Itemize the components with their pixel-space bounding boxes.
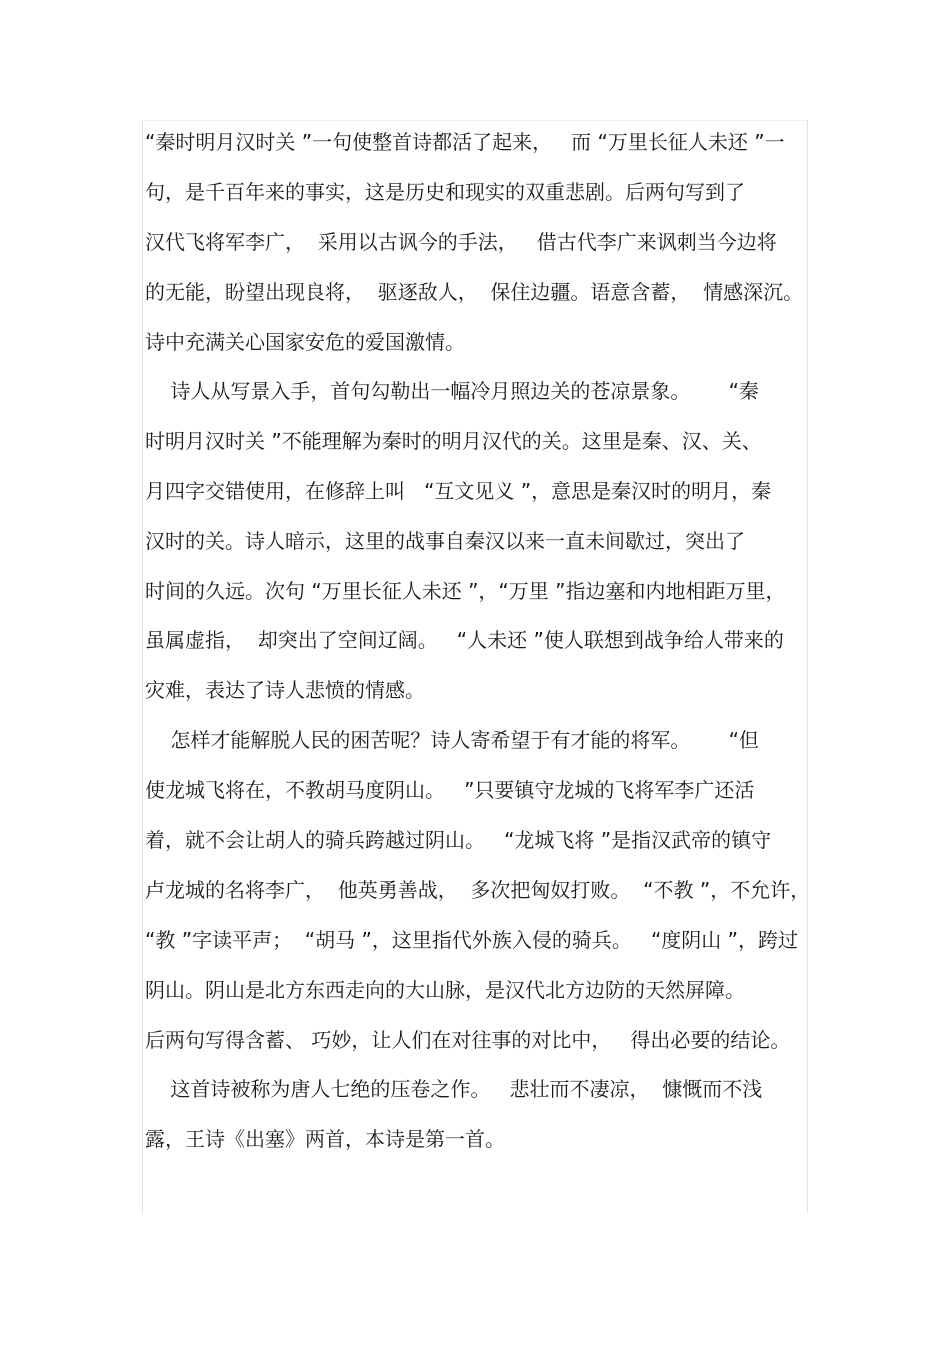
text-line: 月四字交错使用，在修辞上叫 “互文见义 ”，意思是秦汉时的明月，秦 <box>145 479 772 503</box>
text-line: 后两句写得含蓄、 巧妙，让人们在对往事的对比中， 得出必要的结论。 <box>145 1028 791 1052</box>
text-line: “秦时明月汉时关 ”一句使整首诗都活了起来， 而 “万里长征人未还 ”一 <box>145 130 785 154</box>
text-line: 灾难，表达了诗人悲愤的情感。 <box>145 678 425 702</box>
text-line: “教 ”字读平声； “胡马 ”，这里指代外族入侵的骑兵。 “度阴山 ”，跨过 <box>145 928 799 952</box>
text-line: 时间的久远。次句 “万里长征人未还 ”，“万里 ”指边塞和内地相距万里， <box>145 579 786 603</box>
text-line: 汉代飞将军李广， 采用以古讽今的手法， 借古代李广来讽刺当今边将 <box>145 230 777 254</box>
text-line: 这首诗被称为唐人七绝的压卷之作。 悲壮而不凄凉， 慷慨而不浅 <box>145 1077 763 1101</box>
text-line: 的无能，盼望出现良将， 驱逐敌人， 保住边疆。语意含蓄， 情感深沉。 <box>145 280 804 304</box>
text-line: 露，王诗《出塞》两首，本诗是第一首。 <box>145 1127 505 1151</box>
text-line: 汉时的关。诗人暗示，这里的战事自秦汉以来一直未间歇过，突出了 <box>145 529 745 553</box>
text-line: 阴山。阴山是北方东西走向的大山脉，是汉代北方边防的天然屏障。 <box>145 978 745 1002</box>
text-line: 卢龙城的名将李广， 他英勇善战， 多次把匈奴打败。 “不教 ”，不允许， <box>145 878 811 902</box>
text-line: 虽属虚指， 却突出了空间辽阔。 “人未还 ”使人联想到战争给人带来的 <box>145 628 784 652</box>
text-line: 句，是千百年来的事实，这是历史和现实的双重悲剧。后两句写到了 <box>145 180 745 204</box>
text-line: 使龙城飞将在，不教胡马度阴山。 ”只要镇守龙城的飞将军李广还活 <box>145 778 755 802</box>
text-line: 诗人从写景入手，首句勾勒出一幅冷月照边关的苍凉景象。 “秦 <box>145 379 759 403</box>
text-line: 怎样才能解脱人民的困苦呢？诗人寄希望于有才能的将军。 “但 <box>145 728 759 752</box>
text-line: 诗中充满关心国家安危的爱国激情。 <box>145 330 465 354</box>
text-line: 着，就不会让胡人的骑兵跨越过阴山。 “龙城飞将 ”是指汉武帝的镇守 <box>145 828 772 852</box>
text-line: 时明月汉时关 ”不能理解为秦时的明月汉代的关。这里是秦、汉、关、 <box>145 429 762 453</box>
